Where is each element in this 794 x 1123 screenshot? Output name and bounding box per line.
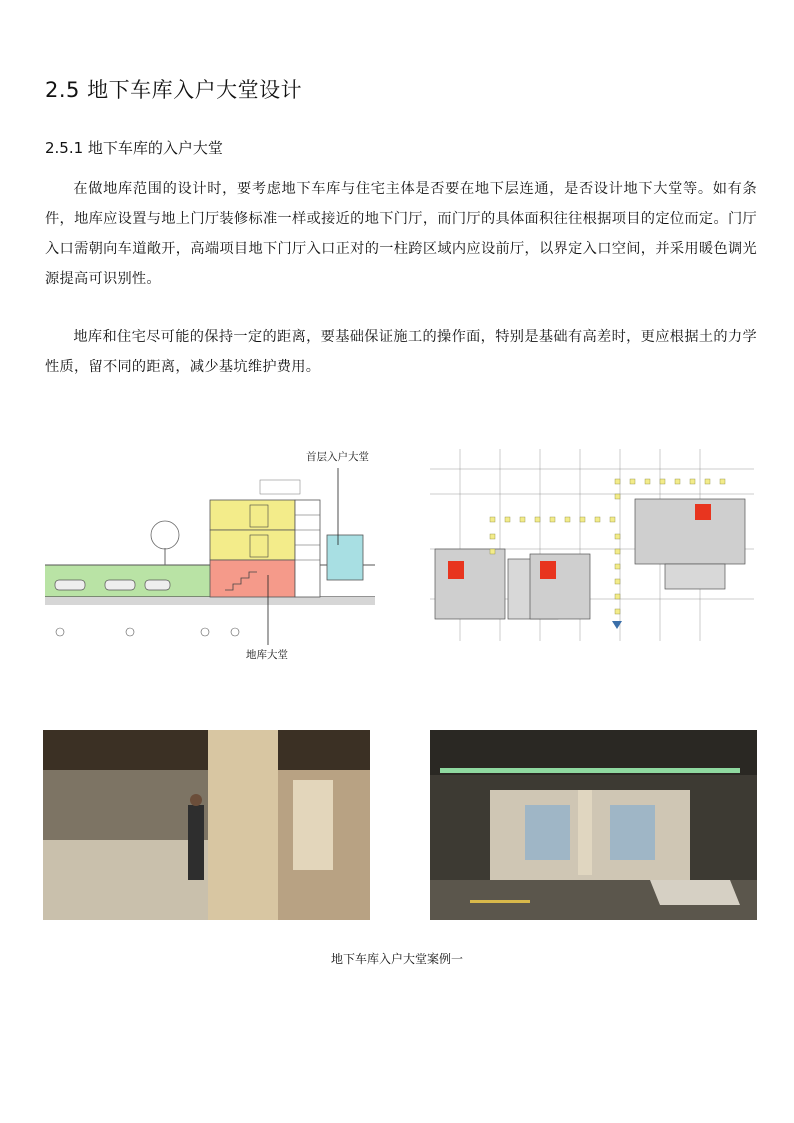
- lobby-photo-2: [430, 730, 757, 920]
- plan-drawing: [430, 449, 754, 641]
- paragraph-1: 在做地库范围的设计时，要考虑地下车库与住宅主体是否要在地下层连通，是否设计地下大堂等。如有条件，地库应设置与地上门厅装修标准一样或接近的地下门厅，而门厅的具体面积往往根据项目的定位而定。门厅入口需朝向车道敞开，高端项目地下门厅入口正对的一柱跨区域内应设前厅，以界定入口空间，并采用暖色调光源提高可识别性。: [45, 181, 757, 287]
- subsection-heading: 2.5.1 地下车库的入户大堂: [45, 139, 223, 157]
- figure-caption: 地下车库入户大堂案例一: [330, 952, 463, 966]
- section-drawing: [45, 440, 375, 650]
- lobby-photo-1: [43, 730, 370, 920]
- label-basement-lobby: 地库大堂: [246, 649, 288, 661]
- label-ground-lobby: 首层入户大堂: [306, 451, 369, 463]
- paragraph-2: 地库和住宅尽可能的保持一定的距离，要基础保证施工的操作面，特别是基础有高差时，更应根据土的力学性质，留不同的距离，减少基坑维护费用。: [45, 329, 757, 375]
- section-heading: 2.5 地下车库入户大堂设计: [45, 78, 303, 102]
